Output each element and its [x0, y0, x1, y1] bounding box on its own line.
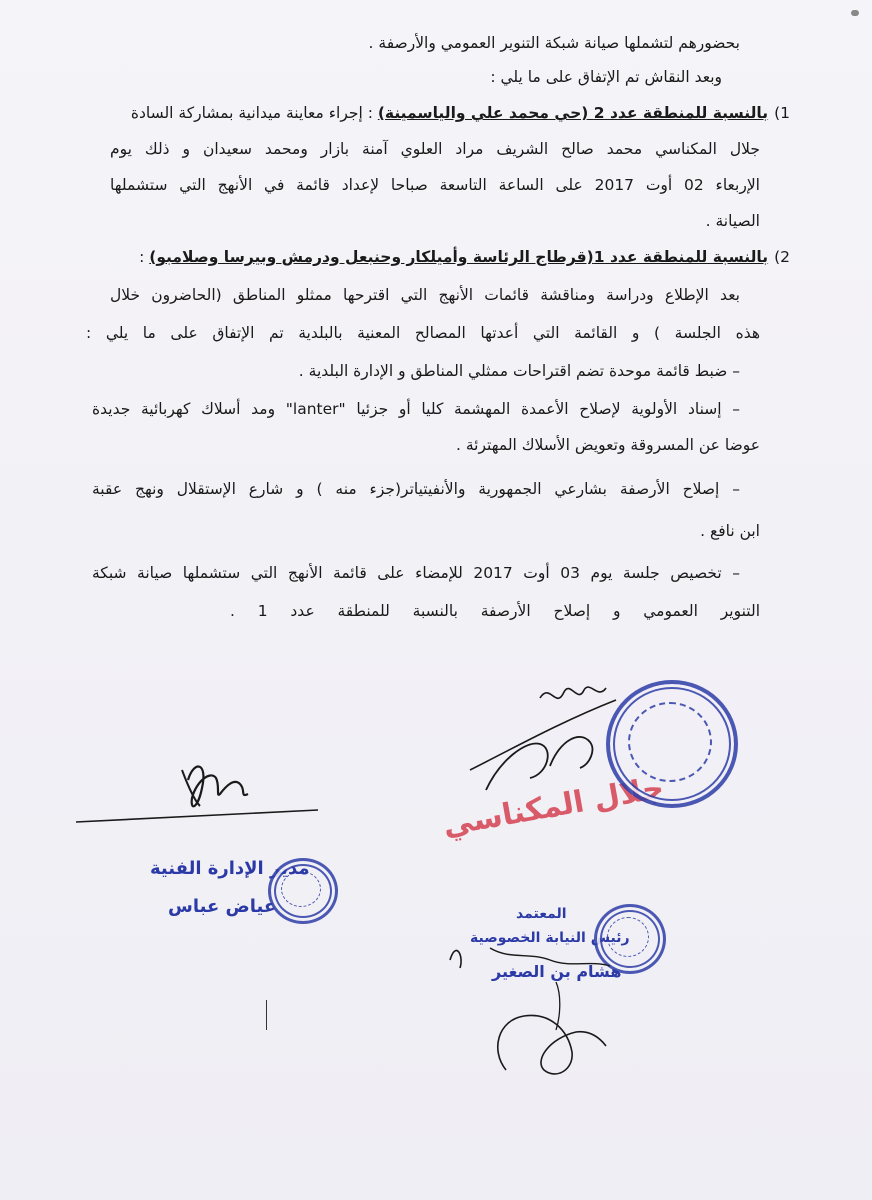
- item-text: : إجراء معاينة ميدانية بمشاركة السادة: [130, 104, 378, 122]
- text-line: عوضا عن المسروقة وتعويض الأسلاك المهترئة .: [456, 436, 760, 454]
- item-number: 2): [774, 248, 790, 266]
- round-seal-tech-director: [268, 858, 338, 924]
- item-heading: بالنسبة للمنطقة عدد 2 (حي محمد علي والياسمينة): [377, 104, 769, 122]
- delegate-role: رئيس النيابة الخصوصية: [470, 930, 630, 946]
- delegate-name: هشام بن الصغير: [492, 962, 622, 981]
- item-1: [131, 96, 790, 130]
- text-line: الإربعاء 02 أوت 2017 على الساعة التاسعة صباحا لإعداد قائمة في الأنهج التي ستشملها: [110, 176, 760, 194]
- text-line: هذه الجلسة ) و القائمة التي أعدتها المصالح المعنية بالبلدية تم الإتفاق على ما يلي :: [86, 324, 760, 342]
- scan-mark: [266, 1000, 267, 1030]
- text-line: ابن نافع .: [700, 522, 760, 540]
- text-line: – ضبط قائمة موحدة تضم اقتراحات ممثلي المناطق و الإدارة البلدية .: [298, 362, 740, 380]
- signature-delegate-scribble: [420, 920, 660, 1090]
- item-text: :: [139, 248, 150, 266]
- delegate-title: المعتمد: [516, 906, 567, 922]
- round-seal-right: [606, 680, 738, 808]
- text-line: بعد الإطلاع ودراسة ومناقشة قائمات الأنهج التي اقترحها ممثلو المناطق (الحاضرون خلال: [110, 286, 740, 304]
- text-line: بحضورهم لتشملها صيانة شبكة التنوير العمومي والأرصفة .: [368, 34, 740, 52]
- scan-mark: [851, 10, 859, 16]
- text-line: جلال المكناسي محمد صالح الشريف مراد العلوي آمنة بازار ومحمد سعيدان و ذلك يوم: [110, 140, 760, 158]
- item-number: 1): [774, 104, 790, 122]
- text-line: – إصلاح الأرصفة بشارعي الجمهورية والأنفيتياتر(جزء منه ) و شارع الإستقلال ونهج عقبة: [92, 480, 740, 498]
- document-body: [86, 26, 790, 636]
- text-line: – تخصيص جلسة يوم 03 أوت 2017 للإمضاء على قائمة الأنهج التي ستشملها صيانة شبكة: [92, 564, 740, 582]
- tech-director-title: مدير الإدارة الفنية: [150, 858, 310, 879]
- text-line: الصيانة .: [705, 212, 760, 230]
- item-2: [139, 240, 790, 274]
- meknassi-name-stamp: جلال المكناسي: [440, 770, 667, 844]
- text-line: التنوير العمومي و إصلاح الأرصفة بالنسبة للمنطقة عدد 1 .: [230, 602, 760, 620]
- signature-left: [70, 750, 330, 840]
- text-line: وبعد النقاش تم الإتفاق على ما يلي :: [490, 68, 722, 86]
- tech-director-name: عياض عباس: [168, 896, 277, 917]
- text-line: – إسناد الأولوية لإصلاح الأعمدة المهشمة كليا أو جزئيا "lanter" ومد أسلاك كهربائية جديدة: [92, 400, 740, 418]
- item-heading: بالنسبة للمنطقة عدد 1(قرطاج الرئاسة وأميلكار وحنبعل ودرمش وبيرسا وصلامبو): [149, 248, 769, 266]
